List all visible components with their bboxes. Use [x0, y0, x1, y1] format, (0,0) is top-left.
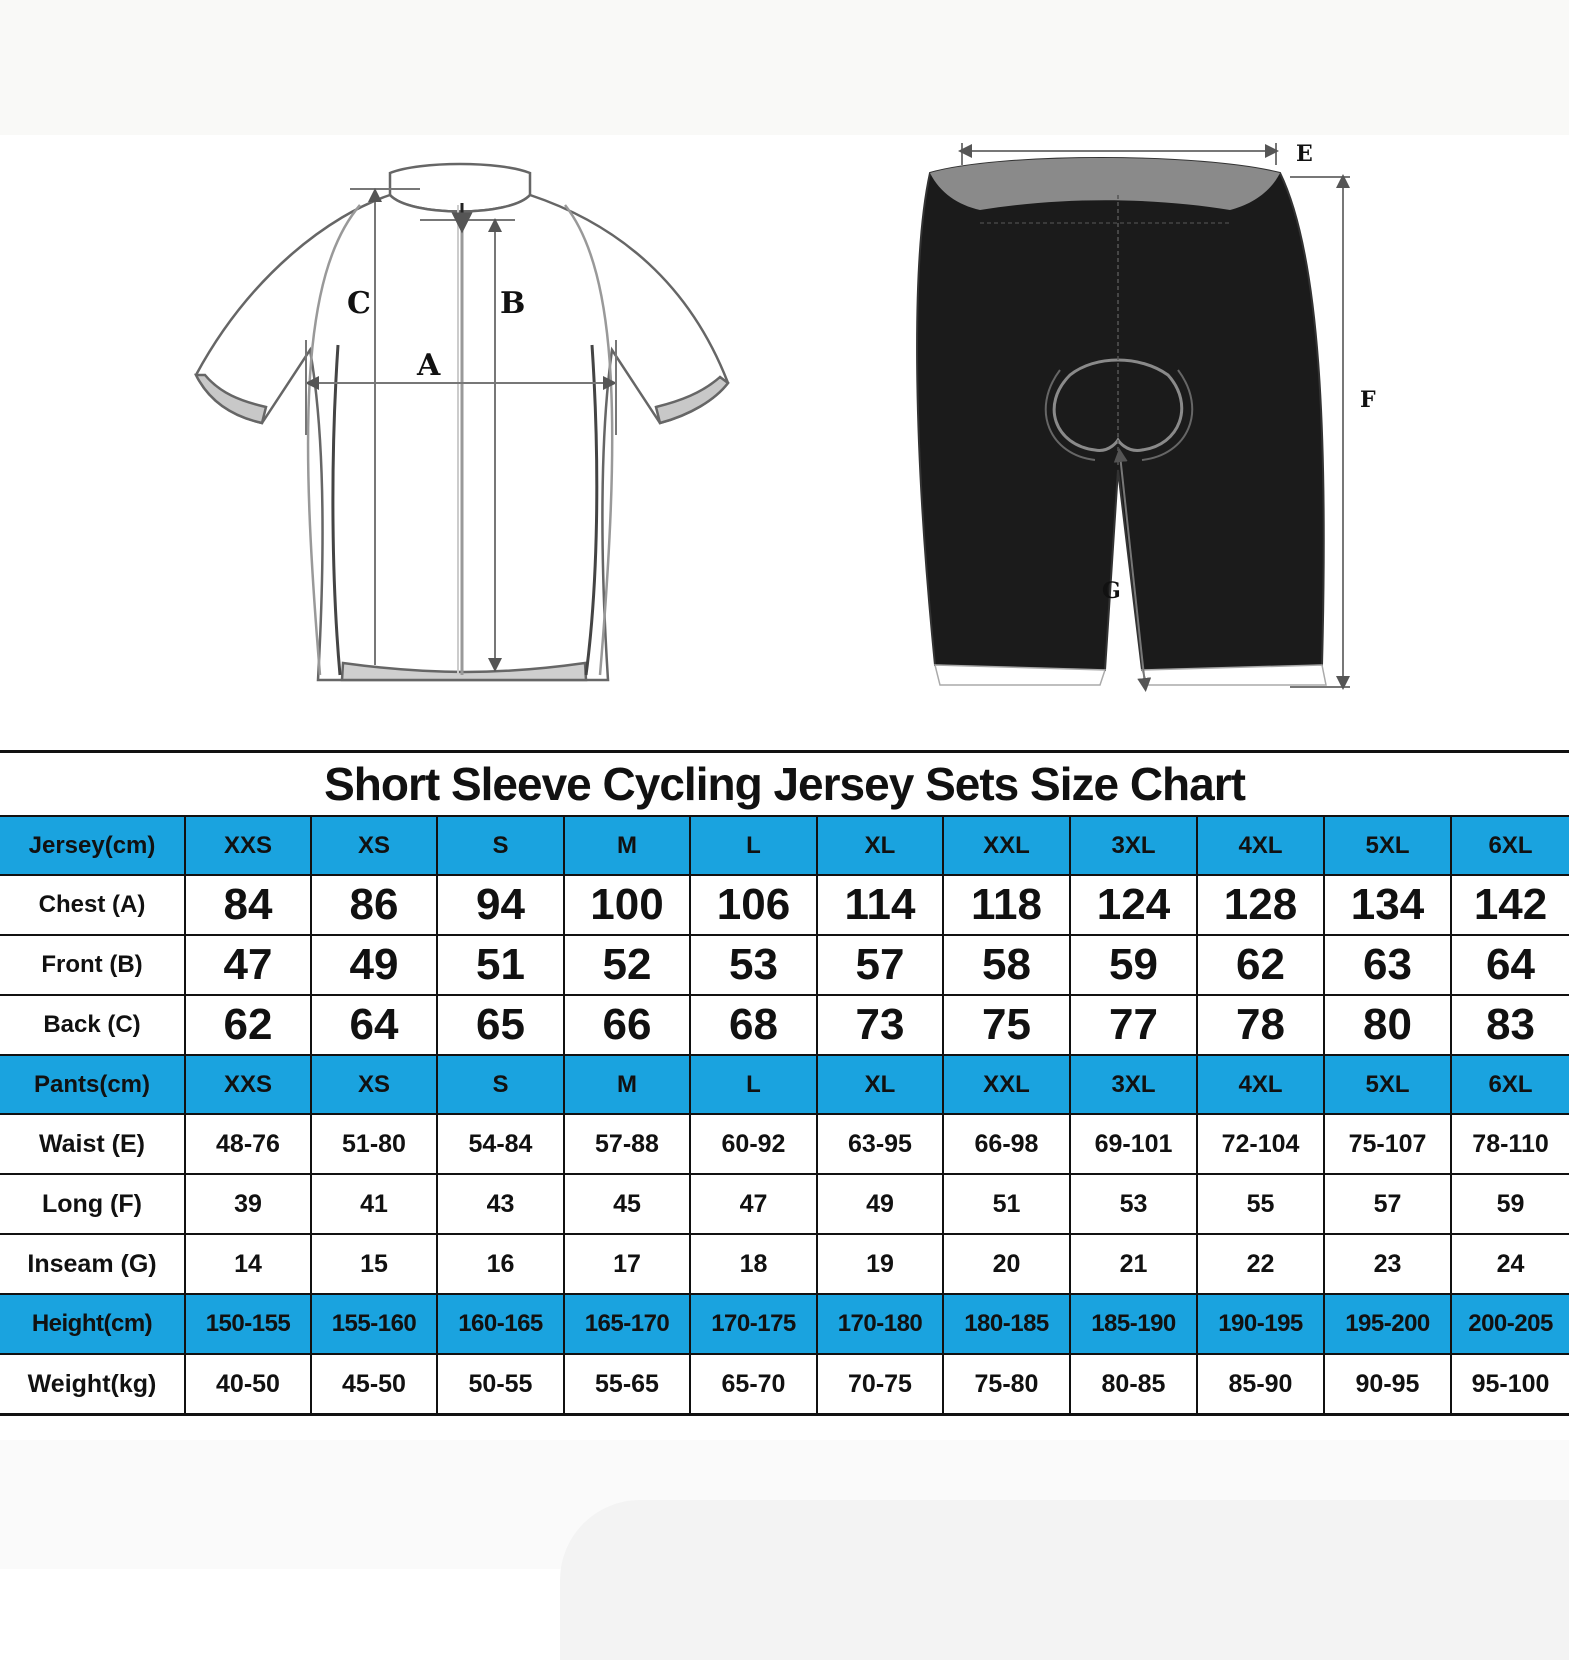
height-row-cell: 195-200	[1324, 1294, 1451, 1354]
front-row-cell: 52	[564, 935, 690, 995]
jersey-header-row-cell: 3XL	[1070, 816, 1197, 875]
back-row-cell: 78	[1197, 995, 1324, 1055]
jersey-header-row-cell: M	[564, 816, 690, 875]
long-row-cell: 55	[1197, 1174, 1324, 1234]
pants-header-row-cell: 3XL	[1070, 1055, 1197, 1114]
height-row-cell: 155-160	[311, 1294, 437, 1354]
front-row-label: Front (B)	[0, 935, 185, 995]
long-row-cell: 53	[1070, 1174, 1197, 1234]
long-row-cell: 43	[437, 1174, 564, 1234]
chest-row-cell: 118	[943, 875, 1070, 935]
jersey-header-row-cell: XXS	[185, 816, 311, 875]
waist-row-cell: 78-110	[1451, 1114, 1569, 1174]
inseam-row-cell: 22	[1197, 1234, 1324, 1294]
back-row-cell: 62	[185, 995, 311, 1055]
chest-row-cell: 128	[1197, 875, 1324, 935]
height-row-label: Height(cm)	[0, 1294, 185, 1354]
jersey-header-row	[0, 816, 1569, 875]
front-row-cell: 49	[311, 935, 437, 995]
waist-row-cell: 51-80	[311, 1114, 437, 1174]
measurement-diagram	[0, 135, 1569, 735]
waist-row-label: Waist (E)	[0, 1114, 185, 1174]
chest-row-cell: 124	[1070, 875, 1197, 935]
long-row	[0, 1174, 1569, 1234]
shorts-label-g: G	[1102, 578, 1121, 604]
pants-header-row-cell: 6XL	[1451, 1055, 1569, 1114]
height-row	[0, 1294, 1569, 1354]
front-row-cell: 47	[185, 935, 311, 995]
jersey-header-row-label: Jersey(cm)	[0, 816, 185, 875]
waist-row-cell: 75-107	[1324, 1114, 1451, 1174]
chest-row-cell: 100	[564, 875, 690, 935]
pants-header-row-cell: S	[437, 1055, 564, 1114]
inseam-row-cell: 20	[943, 1234, 1070, 1294]
height-row-cell: 170-175	[690, 1294, 817, 1354]
inseam-row-cell: 21	[1070, 1234, 1197, 1294]
pants-header-row-cell: L	[690, 1055, 817, 1114]
shorts-illustration	[917, 158, 1326, 685]
jersey-header-row-cell: XS	[311, 816, 437, 875]
weight-row-cell: 40-50	[185, 1354, 311, 1415]
pants-header-row-cell: 5XL	[1324, 1055, 1451, 1114]
back-row-cell: 66	[564, 995, 690, 1055]
long-row-cell: 57	[1324, 1174, 1451, 1234]
pants-header-row	[0, 1055, 1569, 1114]
front-row-cell: 63	[1324, 935, 1451, 995]
inseam-row-cell: 14	[185, 1234, 311, 1294]
back-row-cell: 77	[1070, 995, 1197, 1055]
front-row-cell: 62	[1197, 935, 1324, 995]
jersey-label-c: C	[347, 286, 371, 321]
inseam-row-cell: 19	[817, 1234, 943, 1294]
waist-row	[0, 1114, 1569, 1174]
bottom-background	[0, 1440, 1569, 1569]
waist-row-cell: 66-98	[943, 1114, 1070, 1174]
long-row-label: Long (F)	[0, 1174, 185, 1234]
jersey-header-row-cell: XXL	[943, 816, 1070, 875]
jersey-header-row-cell: XL	[817, 816, 943, 875]
front-row-cell: 53	[690, 935, 817, 995]
weight-row-cell: 65-70	[690, 1354, 817, 1415]
weight-row-label: Weight(kg)	[0, 1354, 185, 1415]
inseam-row-cell: 15	[311, 1234, 437, 1294]
long-row-cell: 47	[690, 1174, 817, 1234]
back-row-label: Back (C)	[0, 995, 185, 1055]
front-row-cell: 57	[817, 935, 943, 995]
back-row-cell: 83	[1451, 995, 1569, 1055]
weight-row-cell: 95-100	[1451, 1354, 1569, 1415]
weight-row-cell: 50-55	[437, 1354, 564, 1415]
shorts-label-e: E	[1296, 141, 1313, 167]
long-row-cell: 49	[817, 1174, 943, 1234]
weight-row-cell: 55-65	[564, 1354, 690, 1415]
height-row-cell: 150-155	[185, 1294, 311, 1354]
front-row-cell: 58	[943, 935, 1070, 995]
waist-row-cell: 54-84	[437, 1114, 564, 1174]
front-row-cell: 64	[1451, 935, 1569, 995]
jersey-header-row-cell: 4XL	[1197, 816, 1324, 875]
jersey-label-b: B	[500, 286, 526, 321]
long-row-cell: 45	[564, 1174, 690, 1234]
chest-row-cell: 114	[817, 875, 943, 935]
jersey-header-row-cell: 5XL	[1324, 816, 1451, 875]
inseam-row	[0, 1234, 1569, 1294]
inseam-row-cell: 23	[1324, 1234, 1451, 1294]
pants-header-row-cell: 4XL	[1197, 1055, 1324, 1114]
back-row-cell: 75	[943, 995, 1070, 1055]
weight-row-cell: 90-95	[1324, 1354, 1451, 1415]
chest-row-cell: 142	[1451, 875, 1569, 935]
height-row-cell: 185-190	[1070, 1294, 1197, 1354]
inseam-row-cell: 17	[564, 1234, 690, 1294]
height-row-cell: 165-170	[564, 1294, 690, 1354]
chest-row-label: Chest (A)	[0, 875, 185, 935]
long-row-cell: 51	[943, 1174, 1070, 1234]
back-row-cell: 68	[690, 995, 817, 1055]
front-row-cell: 51	[437, 935, 564, 995]
waist-row-cell: 57-88	[564, 1114, 690, 1174]
weight-row-cell: 85-90	[1197, 1354, 1324, 1415]
pants-header-row-cell: XXL	[943, 1055, 1070, 1114]
top-background	[0, 0, 1569, 135]
long-row-cell: 39	[185, 1174, 311, 1234]
weight-row-cell: 70-75	[817, 1354, 943, 1415]
weight-row	[0, 1354, 1569, 1415]
table-title-cell	[0, 752, 1569, 817]
long-row-cell: 59	[1451, 1174, 1569, 1234]
jersey-label-a: A	[417, 348, 441, 383]
waist-row-cell: 63-95	[817, 1114, 943, 1174]
front-row-cell: 59	[1070, 935, 1197, 995]
waist-row-cell: 69-101	[1070, 1114, 1197, 1174]
height-row-cell: 190-195	[1197, 1294, 1324, 1354]
pants-header-row-cell: XL	[817, 1055, 943, 1114]
front-row	[0, 935, 1569, 995]
inseam-row-label: Inseam (G)	[0, 1234, 185, 1294]
jersey-header-row-cell: S	[437, 816, 564, 875]
height-row-cell: 180-185	[943, 1294, 1070, 1354]
jersey-header-row-cell: 6XL	[1451, 816, 1569, 875]
inseam-row-cell: 16	[437, 1234, 564, 1294]
pants-header-row-label: Pants(cm)	[0, 1055, 185, 1114]
waist-row-cell: 60-92	[690, 1114, 817, 1174]
chest-row-cell: 86	[311, 875, 437, 935]
waist-row-cell: 72-104	[1197, 1114, 1324, 1174]
chest-row-cell: 134	[1324, 875, 1451, 935]
size-chart-table	[0, 750, 1569, 1416]
inseam-row-cell: 24	[1451, 1234, 1569, 1294]
table-title: Short Sleeve Cycling Jersey Sets Size Chart	[324, 758, 1245, 810]
pants-header-row-cell: XXS	[185, 1055, 311, 1114]
jersey-illustration	[196, 164, 728, 680]
long-row-cell: 41	[311, 1174, 437, 1234]
jersey-header-row-cell: L	[690, 816, 817, 875]
weight-row-cell: 75-80	[943, 1354, 1070, 1415]
chest-row-cell: 94	[437, 875, 564, 935]
inseam-row-cell: 18	[690, 1234, 817, 1294]
shorts-label-f: F	[1360, 387, 1376, 413]
back-row-cell: 80	[1324, 995, 1451, 1055]
weight-row-cell: 80-85	[1070, 1354, 1197, 1415]
back-row	[0, 995, 1569, 1055]
chest-row	[0, 875, 1569, 935]
waist-row-cell: 48-76	[185, 1114, 311, 1174]
height-row-cell: 200-205	[1451, 1294, 1569, 1354]
back-row-cell: 73	[817, 995, 943, 1055]
back-row-cell: 64	[311, 995, 437, 1055]
pants-header-row-cell: M	[564, 1055, 690, 1114]
title-row	[0, 752, 1569, 817]
chest-row-cell: 106	[690, 875, 817, 935]
weight-row-cell: 45-50	[311, 1354, 437, 1415]
pants-header-row-cell: XS	[311, 1055, 437, 1114]
height-row-cell: 160-165	[437, 1294, 564, 1354]
back-row-cell: 65	[437, 995, 564, 1055]
height-row-cell: 170-180	[817, 1294, 943, 1354]
chest-row-cell: 84	[185, 875, 311, 935]
